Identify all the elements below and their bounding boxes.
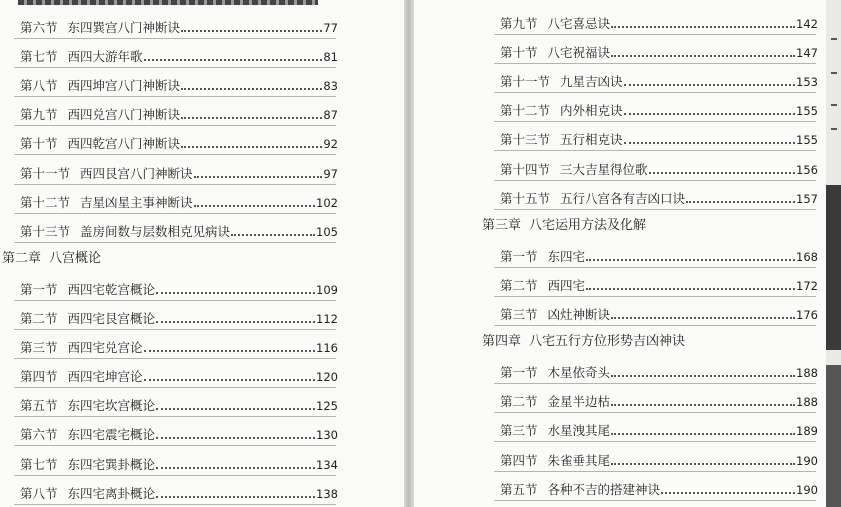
chapter-title: 八宅五行方位形势吉凶神诀 [529, 334, 686, 349]
page-number: 125 [316, 399, 338, 413]
page-number: 157 [796, 192, 818, 206]
row-underline [494, 150, 816, 151]
page-number: 134 [316, 458, 338, 472]
row-underline [14, 329, 336, 330]
page-number: 176 [796, 308, 818, 322]
row-underline [494, 63, 816, 64]
page-number: 153 [796, 75, 818, 89]
dot-leader [586, 288, 795, 290]
row-underline [14, 504, 336, 505]
right-page [414, 0, 826, 507]
section-number: 第九节 [500, 16, 538, 31]
section-title: 五行相克诀 [560, 132, 623, 147]
left-page [0, 0, 404, 507]
row-underline [14, 125, 336, 126]
section-title: 东四宅巽卦概论 [67, 457, 156, 472]
toc-entry [20, 220, 338, 240]
section-number: 第九节 [20, 107, 58, 122]
row-underline [494, 34, 816, 35]
page-edge-mark [831, 128, 837, 130]
section-number: 第三节 [20, 340, 58, 355]
row-underline [14, 445, 336, 446]
section-title: 西四宅乾宫概论 [67, 282, 156, 297]
row-underline [14, 300, 336, 301]
chapter-title: 八宅运用方法及化解 [529, 218, 647, 233]
dot-leader [624, 113, 796, 115]
dot-leader [611, 463, 795, 465]
page-number: 83 [323, 79, 338, 93]
section-title: 凶灶神断诀 [547, 307, 611, 322]
dot-leader [661, 492, 795, 494]
section-title: 三大吉星得位歌 [560, 162, 648, 177]
dot-leader [611, 26, 795, 28]
toc-entry [20, 365, 338, 385]
toc-entry [500, 99, 818, 119]
dot-leader [611, 55, 795, 57]
dot-leader [156, 292, 315, 294]
section-title: 东四宅 [547, 249, 586, 264]
row-underline [494, 267, 816, 268]
row-underline [14, 154, 336, 155]
row-underline [14, 358, 336, 359]
toc-entry [500, 245, 818, 265]
dot-leader [181, 117, 322, 119]
page-number: 92 [323, 137, 338, 151]
toc-entry [20, 74, 338, 94]
section-number: 第七节 [20, 457, 58, 472]
row-underline [14, 96, 336, 97]
section-title: 西四乾宫八门神断诀 [67, 136, 181, 151]
row-underline [494, 500, 816, 501]
row-underline [14, 213, 336, 214]
page-number: 147 [796, 46, 818, 60]
toc-entry [500, 12, 818, 32]
row-underline [14, 38, 336, 39]
page-number: 120 [316, 370, 338, 384]
page-number: 130 [316, 428, 338, 442]
section-number: 第二节 [500, 278, 538, 293]
row-underline [494, 441, 816, 442]
page-number: 77 [323, 21, 338, 35]
page-number: 189 [796, 424, 818, 438]
toc-entry [20, 191, 338, 211]
section-number: 第六节 [20, 20, 58, 35]
section-number: 第十二节 [20, 195, 71, 210]
row-underline [494, 209, 816, 210]
dot-leader [586, 259, 795, 261]
row-underline [494, 471, 816, 472]
section-number: 第十一节 [500, 74, 551, 89]
row-underline [494, 121, 816, 122]
section-title: 东四宅坎宫概论 [67, 398, 156, 413]
section-number: 第十三节 [20, 224, 71, 239]
section-title: 金星半边枯 [547, 394, 611, 409]
row-underline [494, 92, 816, 93]
dot-leader [611, 433, 795, 435]
dot-leader [194, 176, 323, 178]
section-title: 盖房间数与层数相克见病诀 [80, 224, 231, 239]
dot-leader [611, 317, 795, 319]
page-number: 190 [796, 483, 818, 497]
section-number: 第五节 [20, 398, 58, 413]
page-number: 97 [323, 167, 338, 181]
dot-leader [156, 496, 315, 498]
section-number: 第五节 [500, 482, 538, 497]
page-number: 105 [316, 225, 338, 239]
toc-entry [20, 103, 338, 123]
toc-entry [500, 187, 818, 207]
row-underline [494, 180, 816, 181]
chapter-number: 第四章 [482, 334, 522, 349]
page-number: 155 [796, 133, 818, 147]
section-number: 第十三节 [500, 132, 551, 147]
page-number: 87 [323, 108, 338, 122]
section-number: 第六节 [20, 427, 58, 442]
row-underline [14, 67, 336, 68]
section-number: 第八节 [20, 486, 58, 501]
toc-entry [20, 45, 338, 65]
section-title: 八宅祝福诀 [547, 45, 611, 60]
chapter-number: 第三章 [482, 218, 522, 233]
section-title: 木星依奇头 [547, 365, 611, 380]
section-number: 第二节 [500, 394, 538, 409]
page-edge-mark [831, 38, 837, 40]
dot-leader [231, 234, 315, 236]
section-number: 第七节 [20, 49, 58, 64]
dot-leader [156, 437, 315, 439]
section-title: 内外相克诀 [560, 103, 623, 118]
dot-leader [181, 88, 322, 90]
page-edge-shadow [826, 365, 841, 507]
dot-leader [156, 408, 315, 410]
section-title: 西四坤宫八门神断诀 [67, 78, 181, 93]
toc-entry [500, 361, 818, 381]
dot-leader [144, 379, 316, 381]
section-number: 第十节 [20, 136, 58, 151]
section-number: 第十二节 [500, 103, 551, 118]
page-number: 156 [796, 163, 818, 177]
toc-entry [500, 449, 818, 469]
dot-leader [649, 172, 796, 174]
page-edge-mark [831, 72, 837, 74]
row-underline [494, 296, 816, 297]
toc-entry [500, 303, 818, 323]
toc-chapter-heading [482, 216, 646, 236]
toc-entry [500, 158, 818, 178]
toc-chapter-heading [482, 332, 685, 352]
toc-entry [20, 278, 338, 298]
section-title: 水星洩其尾 [547, 423, 611, 438]
chapter-title: 八宫概论 [49, 251, 102, 266]
toc-entry [20, 423, 338, 443]
dot-leader [624, 142, 796, 144]
dot-leader [194, 205, 316, 207]
dot-leader [156, 467, 315, 469]
dot-leader [156, 321, 315, 323]
section-number: 第三节 [500, 423, 538, 438]
section-number: 第二节 [20, 311, 58, 326]
section-title: 西四宅兑宫论 [67, 340, 143, 355]
page-number: 102 [316, 196, 338, 210]
page-number: 168 [796, 250, 818, 264]
toc-entry [20, 162, 338, 182]
section-title: 西四宅艮宫概论 [67, 311, 156, 326]
row-underline [14, 416, 336, 417]
book-gutter [404, 0, 414, 507]
section-title: 东四宅离卦概论 [67, 486, 156, 501]
dot-leader [144, 350, 316, 352]
page-number: 109 [316, 283, 338, 297]
toc-entry [20, 132, 338, 152]
dot-leader [181, 146, 322, 148]
section-title: 朱雀垂其尾 [547, 453, 611, 468]
section-number: 第四节 [20, 369, 58, 384]
section-title: 西四宅坤宫论 [67, 369, 143, 384]
top-decorative-bar [18, 0, 318, 5]
page-number: 172 [796, 279, 818, 293]
toc-chapter-heading [2, 249, 101, 269]
section-title: 九星吉凶诀 [560, 74, 623, 89]
row-underline [14, 184, 336, 185]
section-number: 第一节 [500, 365, 538, 380]
section-number: 第十四节 [500, 162, 551, 177]
section-title: 吉星凶星主事神断诀 [80, 195, 193, 210]
toc-entry [20, 394, 338, 414]
section-title: 西四兑宫八门神断诀 [67, 107, 181, 122]
chapter-number: 第二章 [2, 251, 42, 266]
section-title: 五行八宫各有吉凶口诀 [560, 191, 686, 206]
section-number: 第十五节 [500, 191, 551, 206]
toc-entry [20, 307, 338, 327]
dot-leader [611, 375, 795, 377]
dot-leader [686, 201, 795, 203]
row-underline [14, 387, 336, 388]
page-number: 138 [316, 487, 338, 501]
section-title: 八宅喜忌诀 [547, 16, 611, 31]
page-number: 112 [316, 312, 338, 326]
section-number: 第四节 [500, 453, 538, 468]
toc-entry [20, 482, 338, 502]
toc-entry [500, 419, 818, 439]
section-number: 第三节 [500, 307, 538, 322]
dot-leader [624, 84, 796, 86]
section-title: 西四艮宫八门神断诀 [80, 166, 193, 181]
toc-entry [20, 16, 338, 36]
dot-leader [144, 59, 323, 61]
section-title: 各种不吉的搭建神诀 [547, 482, 661, 497]
section-number: 第八节 [20, 78, 58, 93]
row-underline [14, 475, 336, 476]
section-title: 西四宅 [547, 278, 586, 293]
page-number: 155 [796, 104, 818, 118]
row-underline [494, 325, 816, 326]
row-underline [494, 412, 816, 413]
toc-entry [500, 70, 818, 90]
page-number: 81 [323, 50, 338, 64]
page-number: 188 [796, 366, 818, 380]
section-title: 西四大游年歌 [67, 49, 143, 64]
toc-entry [20, 336, 338, 356]
section-number: 第十一节 [20, 166, 71, 181]
page-edge-mark [831, 104, 837, 106]
toc-entry [20, 453, 338, 473]
section-number: 第十节 [500, 45, 538, 60]
toc-entry [500, 41, 818, 61]
page-number: 142 [796, 17, 818, 31]
page-edge-shadow [826, 185, 841, 350]
toc-entry [500, 128, 818, 148]
page-number: 190 [796, 454, 818, 468]
toc-entry [500, 478, 818, 498]
section-number: 第一节 [500, 249, 538, 264]
section-title: 东四宅震宅概论 [67, 427, 156, 442]
page-number: 116 [316, 341, 338, 355]
toc-entry [500, 390, 818, 410]
row-underline [14, 242, 336, 243]
section-number: 第一节 [20, 282, 58, 297]
dot-leader [611, 404, 795, 406]
dot-leader [181, 30, 322, 32]
row-underline [494, 383, 816, 384]
section-title: 东四巽宫八门神断诀 [67, 20, 181, 35]
toc-entry [500, 274, 818, 294]
page-number: 188 [796, 395, 818, 409]
